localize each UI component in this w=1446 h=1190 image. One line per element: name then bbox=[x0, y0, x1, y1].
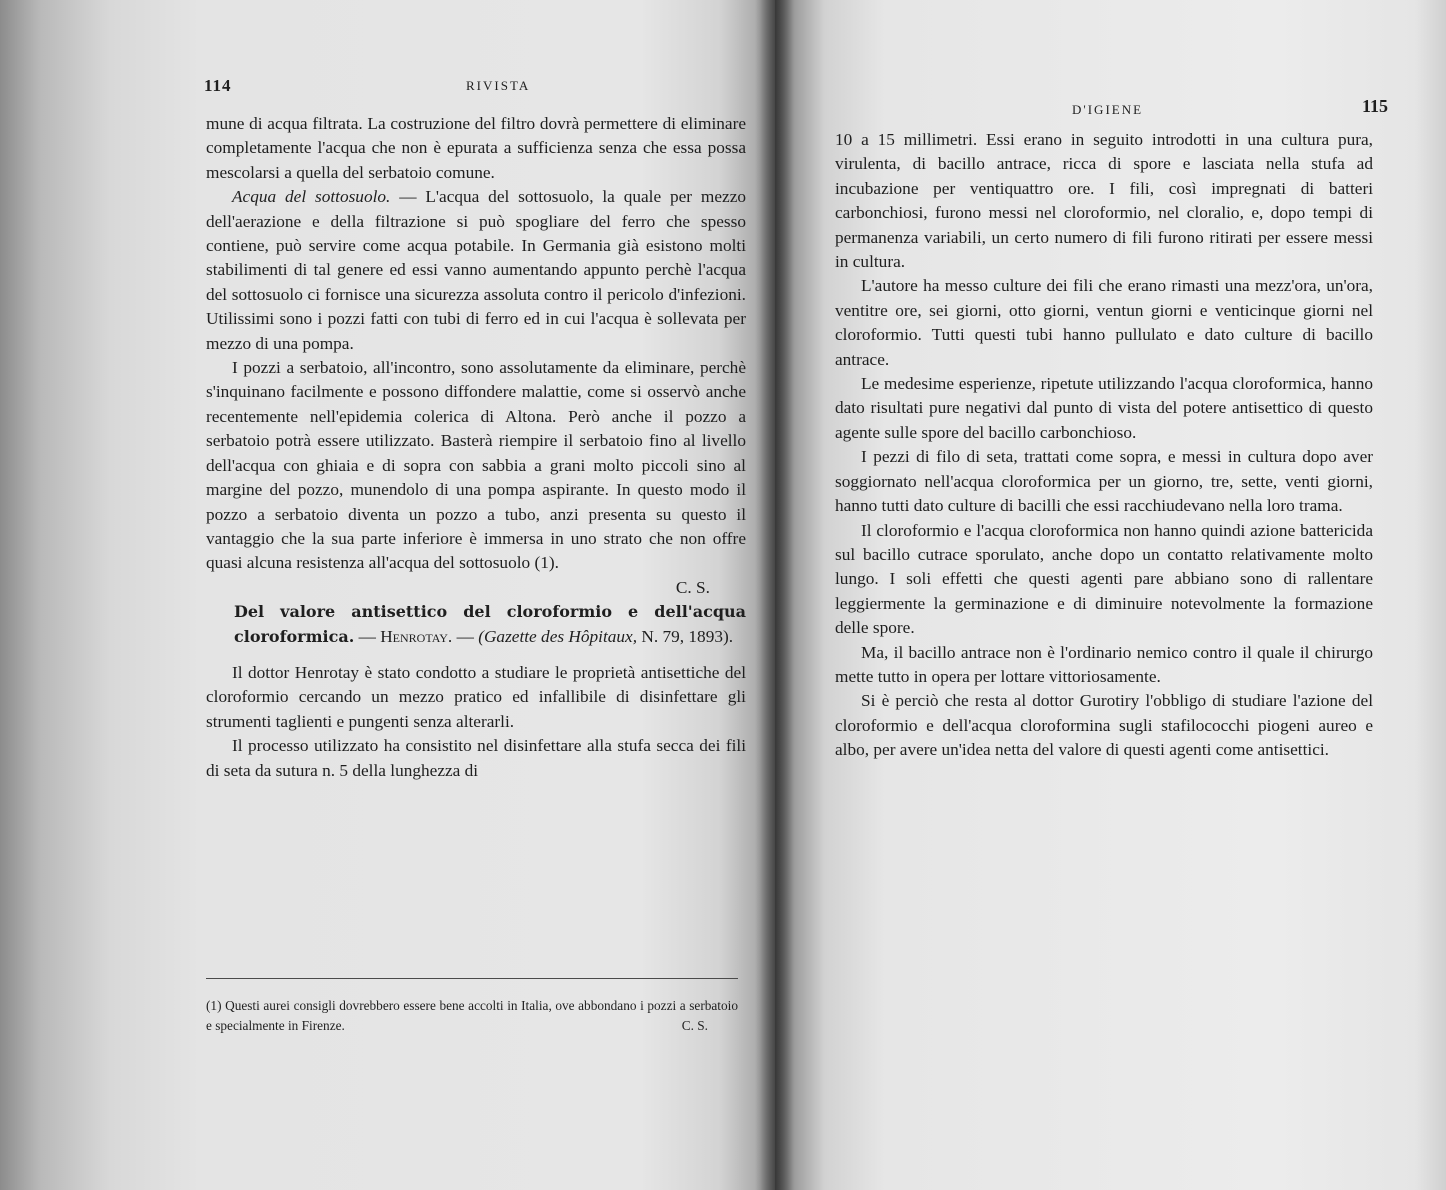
paragraph: mune di acqua filtrata. La costruzione del filtro dovrà permettere di eliminare completamente l'acqua che non è epurata a sufficienza senza che essa possa mescolarsi a quella del serbatoio comune. bbox=[206, 114, 746, 182]
paragraph: Le medesime esperienze, ripetute utilizzando l'acqua cloroformica, hanno dato risultati pure negativi dal punto di vista del potere antisettico di questo agente sulle spore del bacillo carbonchioso. bbox=[835, 374, 1373, 442]
left-text-column bbox=[206, 112, 746, 783]
article-source-ref: N. 79, 1893). bbox=[641, 626, 734, 646]
left-running-title: RIVISTA bbox=[466, 78, 531, 93]
article-source: (Gazette des Hôpitaux, bbox=[478, 626, 638, 646]
paragraph: Il dottor Henrotay è stato condotto a studiare le proprietà antisettiche del cloroformio cercando un mezzo pratico ed infallibile di disinfettare gli strumenti taglienti e pungenti senza alterarli. bbox=[206, 662, 746, 731]
paragraph: L'autore ha messo culture dei fili che erano rimasti una mezz'ora, un'ora, ventitre ore, sei giorni, otto giorni, ventun giorni e venticinque giorni nel cloroformio. Tutti questi tubi hanno pullulato e dato culture di bacillo antrace. bbox=[835, 276, 1373, 369]
book-gutter bbox=[755, 0, 795, 1190]
paragraph: Il processo utilizzato ha consistito nel disinfettare alla stufa secca dei fili di seta da sutura n. 5 della lunghezza di bbox=[206, 736, 746, 780]
right-text-column bbox=[835, 128, 1373, 763]
paragraph: 10 a 15 millimetri. Essi erano in seguito introdotti in una cultura pura, virulenta, di bacillo antrace, ricca di spore e lasciata nella stufa ad incubazione per ventiquattro ore. I fili, così impregnati di batteri carbonchiosi, furono messi nel cloroformio, nel cloralio, e, dopo tempi di permanenza variabili, un certo numero di fili furono ritirati per essere messi in cultura. bbox=[835, 130, 1373, 272]
right-running-title: D'IGIENE bbox=[1072, 102, 1144, 117]
footnote-text: (1) Questi aurei consigli dovrebbero essere bene accolti in Italia, ove abbondano i pozzi a serbatoio e specialmente in Firenze. bbox=[206, 998, 738, 1033]
paragraph: I pozzi a serbatoio, all'incontro, sono assolutamente da eliminare, perchè s'inquinano facilmente e possono diffondere malattie, come si osservò anche recentemente nell'epidemia colerica di Altona. Però anche il pozzo a serbatoio potrà essere utilizzato. Basterà riempire il serbatoio fino al livello dell'acqua con ghiaia e di sopra con sabbia a grani molto piccoli sino al margine del pozzo, munendolo di una pompa aspirante. In questo modo il pozzo a serbatoio diventa un pozzo a tubo, anzi presenta su questo il vantaggio che la sua parte inferiore è immersa in uno strato che non offre quasi alcuna resistenza all'acqua del sottosuolo (1). bbox=[206, 358, 746, 573]
article-author: Henrotay. bbox=[380, 626, 453, 646]
left-page-number: 114 bbox=[204, 76, 232, 95]
right-page-number: 115 bbox=[1361, 96, 1388, 116]
paragraph: I pezzi di filo di seta, trattati come sopra, e messi in cultura dopo aver soggiornato nell'acqua cloroformica per un giorno, tre, sette, venti giorni, hanno tutti dato culture di bacilli che essi racchiudevano nella loro trama. bbox=[835, 447, 1373, 516]
paragraph: Acqua del sottosuolo. — L'acqua del sottosuolo, la quale per mezzo dell'aerazione e della filtrazione si può spogliare del ferro che spesso contiene, può servire come acqua potabile. In Germania già esistono molti stabilimenti di tal genere ed essi vanno aumentando appunto perchè l'acqua del sottosuolo ci fornisce una sicurezza assoluta contro il pericolo d'infezioni. Utilissimi sono i pozzi fatti con tubi di ferro ed in cui l'acqua è sollevata per mezzo di una pompa. bbox=[206, 187, 747, 353]
footnote bbox=[206, 996, 738, 1036]
article-title-text: Del valore antisettico del cloroformio e dell'acqua cloroformica. bbox=[234, 602, 746, 646]
section-heading: Acqua del sottosuolo. bbox=[232, 187, 391, 207]
footnote-divider bbox=[206, 978, 738, 979]
right-page bbox=[775, 0, 1446, 1190]
paragraph: Ma, il bacillo antrace non è l'ordinario nemico contro il quale il chirurgo mette tutto in opera per lottare vittoriosamente. bbox=[835, 642, 1373, 686]
footnote-signature: C. S. bbox=[681, 1018, 708, 1033]
article-title: Del valore antisettico del cloroformio e dell'acqua cloroformica. — Henrotay. — (Gazette des Hôpitaux, N. 79, 1893). bbox=[234, 602, 746, 646]
paragraph: Si è perciò che resta al dottor Gurotiry l'obbligo di studiare l'azione del cloroformio e dell'acqua cloroformina sugli stafilococchi piogeni aureo e albo, per avere un'idea netta del valore di questi agenti come antisettici. bbox=[835, 691, 1373, 760]
signature: C. S. bbox=[675, 577, 710, 597]
paragraph: Il cloroformio e l'acqua cloroformica non hanno quindi azione battericida sul bacillo cutrace sporulato, anche dopo un contatto relativamente molto lungo. I soli effetti che questi agenti pare abbiano sono di rallentare leggiermente la germinazione e di diminuire notevolmente la formazione delle spore. bbox=[835, 520, 1373, 638]
